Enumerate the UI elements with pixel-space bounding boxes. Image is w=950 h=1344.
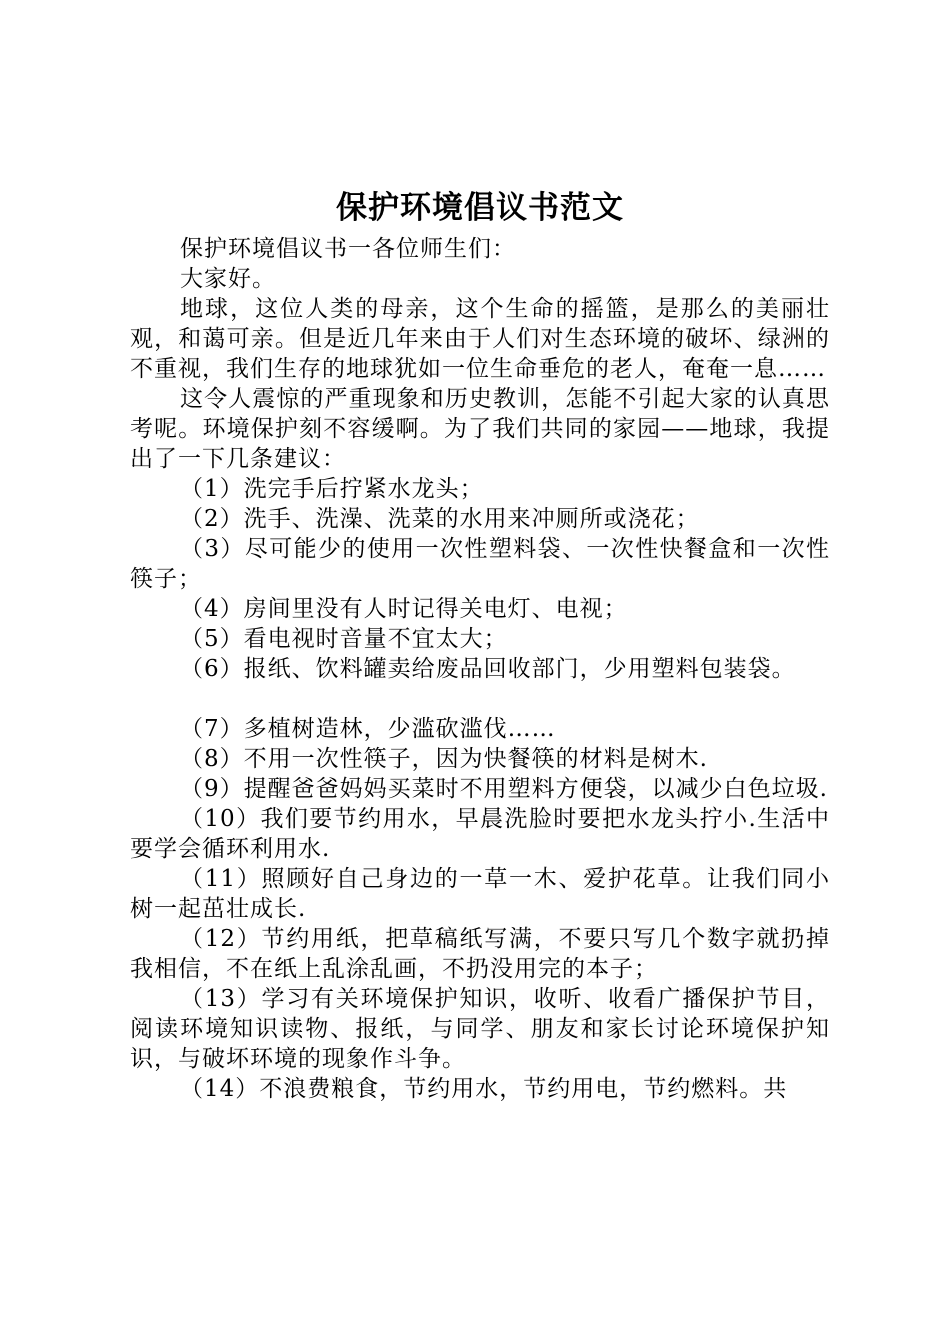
suggestion-10: （10）我们要节约用水，早晨洗脸时要把水龙头拧小.生活中要学会循环利用水. bbox=[130, 806, 830, 862]
document-body bbox=[130, 234, 830, 1104]
paragraph-reflection: 这令人震惊的严重现象和历史教训，怎能不引起大家的认真思考呢。环境保护刻不容缓啊。为了我们共同的家园——地球，我提出了一下几条建议： bbox=[130, 386, 830, 472]
paragraph-greeting: 保护环境倡议书一各位师生们： bbox=[180, 236, 516, 262]
document-title: 保护环境倡议书范文 bbox=[336, 190, 624, 226]
suggestion-1: （1）洗完手后拧紧水龙头； bbox=[180, 476, 484, 502]
suggestion-2: （2）洗手、洗澡、洗菜的水用来冲厕所或浇花； bbox=[180, 506, 700, 532]
suggestion-14: （14）不浪费粮食，节约用水，节约用电，节约燃料。共 bbox=[180, 1076, 788, 1102]
paragraph-hello: 大家好。 bbox=[180, 266, 276, 292]
suggestion-9: （9）提醒爸爸妈妈买菜时不用塑料方便袋，以减少白色垃圾. bbox=[180, 776, 828, 802]
paragraph-earth: 地球，这位人类的母亲，这个生命的摇篮，是那么的美丽壮观，和蔼可亲。但是近几年来由于人们对生态环境的破坏、绿洲的不重视，我们生存的地球犹如一位生命垂危的老人，奄奄一息…… bbox=[130, 296, 830, 382]
suggestion-6: （6）报纸、饮料罐卖给废品回收部门，少用塑料包装袋。 bbox=[180, 656, 796, 682]
suggestion-11: （11）照顾好自己身边的一草一木、爱护花草。让我们同小树一起茁壮成长. bbox=[130, 866, 830, 922]
suggestion-3: （3）尽可能少的使用一次性塑料袋、一次性快餐盒和一次性筷子； bbox=[130, 536, 830, 592]
suggestion-7: （7）多植树造林，少滥砍滥伐…… bbox=[180, 716, 556, 742]
suggestion-4: （4）房间里没有人时记得关电灯、电视； bbox=[180, 596, 628, 622]
suggestion-5: （5）看电视时音量不宜太大； bbox=[180, 626, 508, 652]
suggestion-13: （13）学习有关环境保护知识，收听、收看广播保护节目，阅读环境知识读物、报纸，与同学、朋友和家长讨论环境保护知识，与破坏环境的现象作斗争。 bbox=[130, 986, 830, 1072]
suggestion-12: （12）节约用纸，把草稿纸写满，不要只写几个数字就扔掉我相信，不在纸上乱涂乱画，不扔没用完的本子； bbox=[130, 926, 830, 982]
suggestion-8: （8）不用一次性筷子，因为快餐筷的材料是树木. bbox=[180, 746, 708, 772]
blank-line bbox=[130, 684, 830, 714]
